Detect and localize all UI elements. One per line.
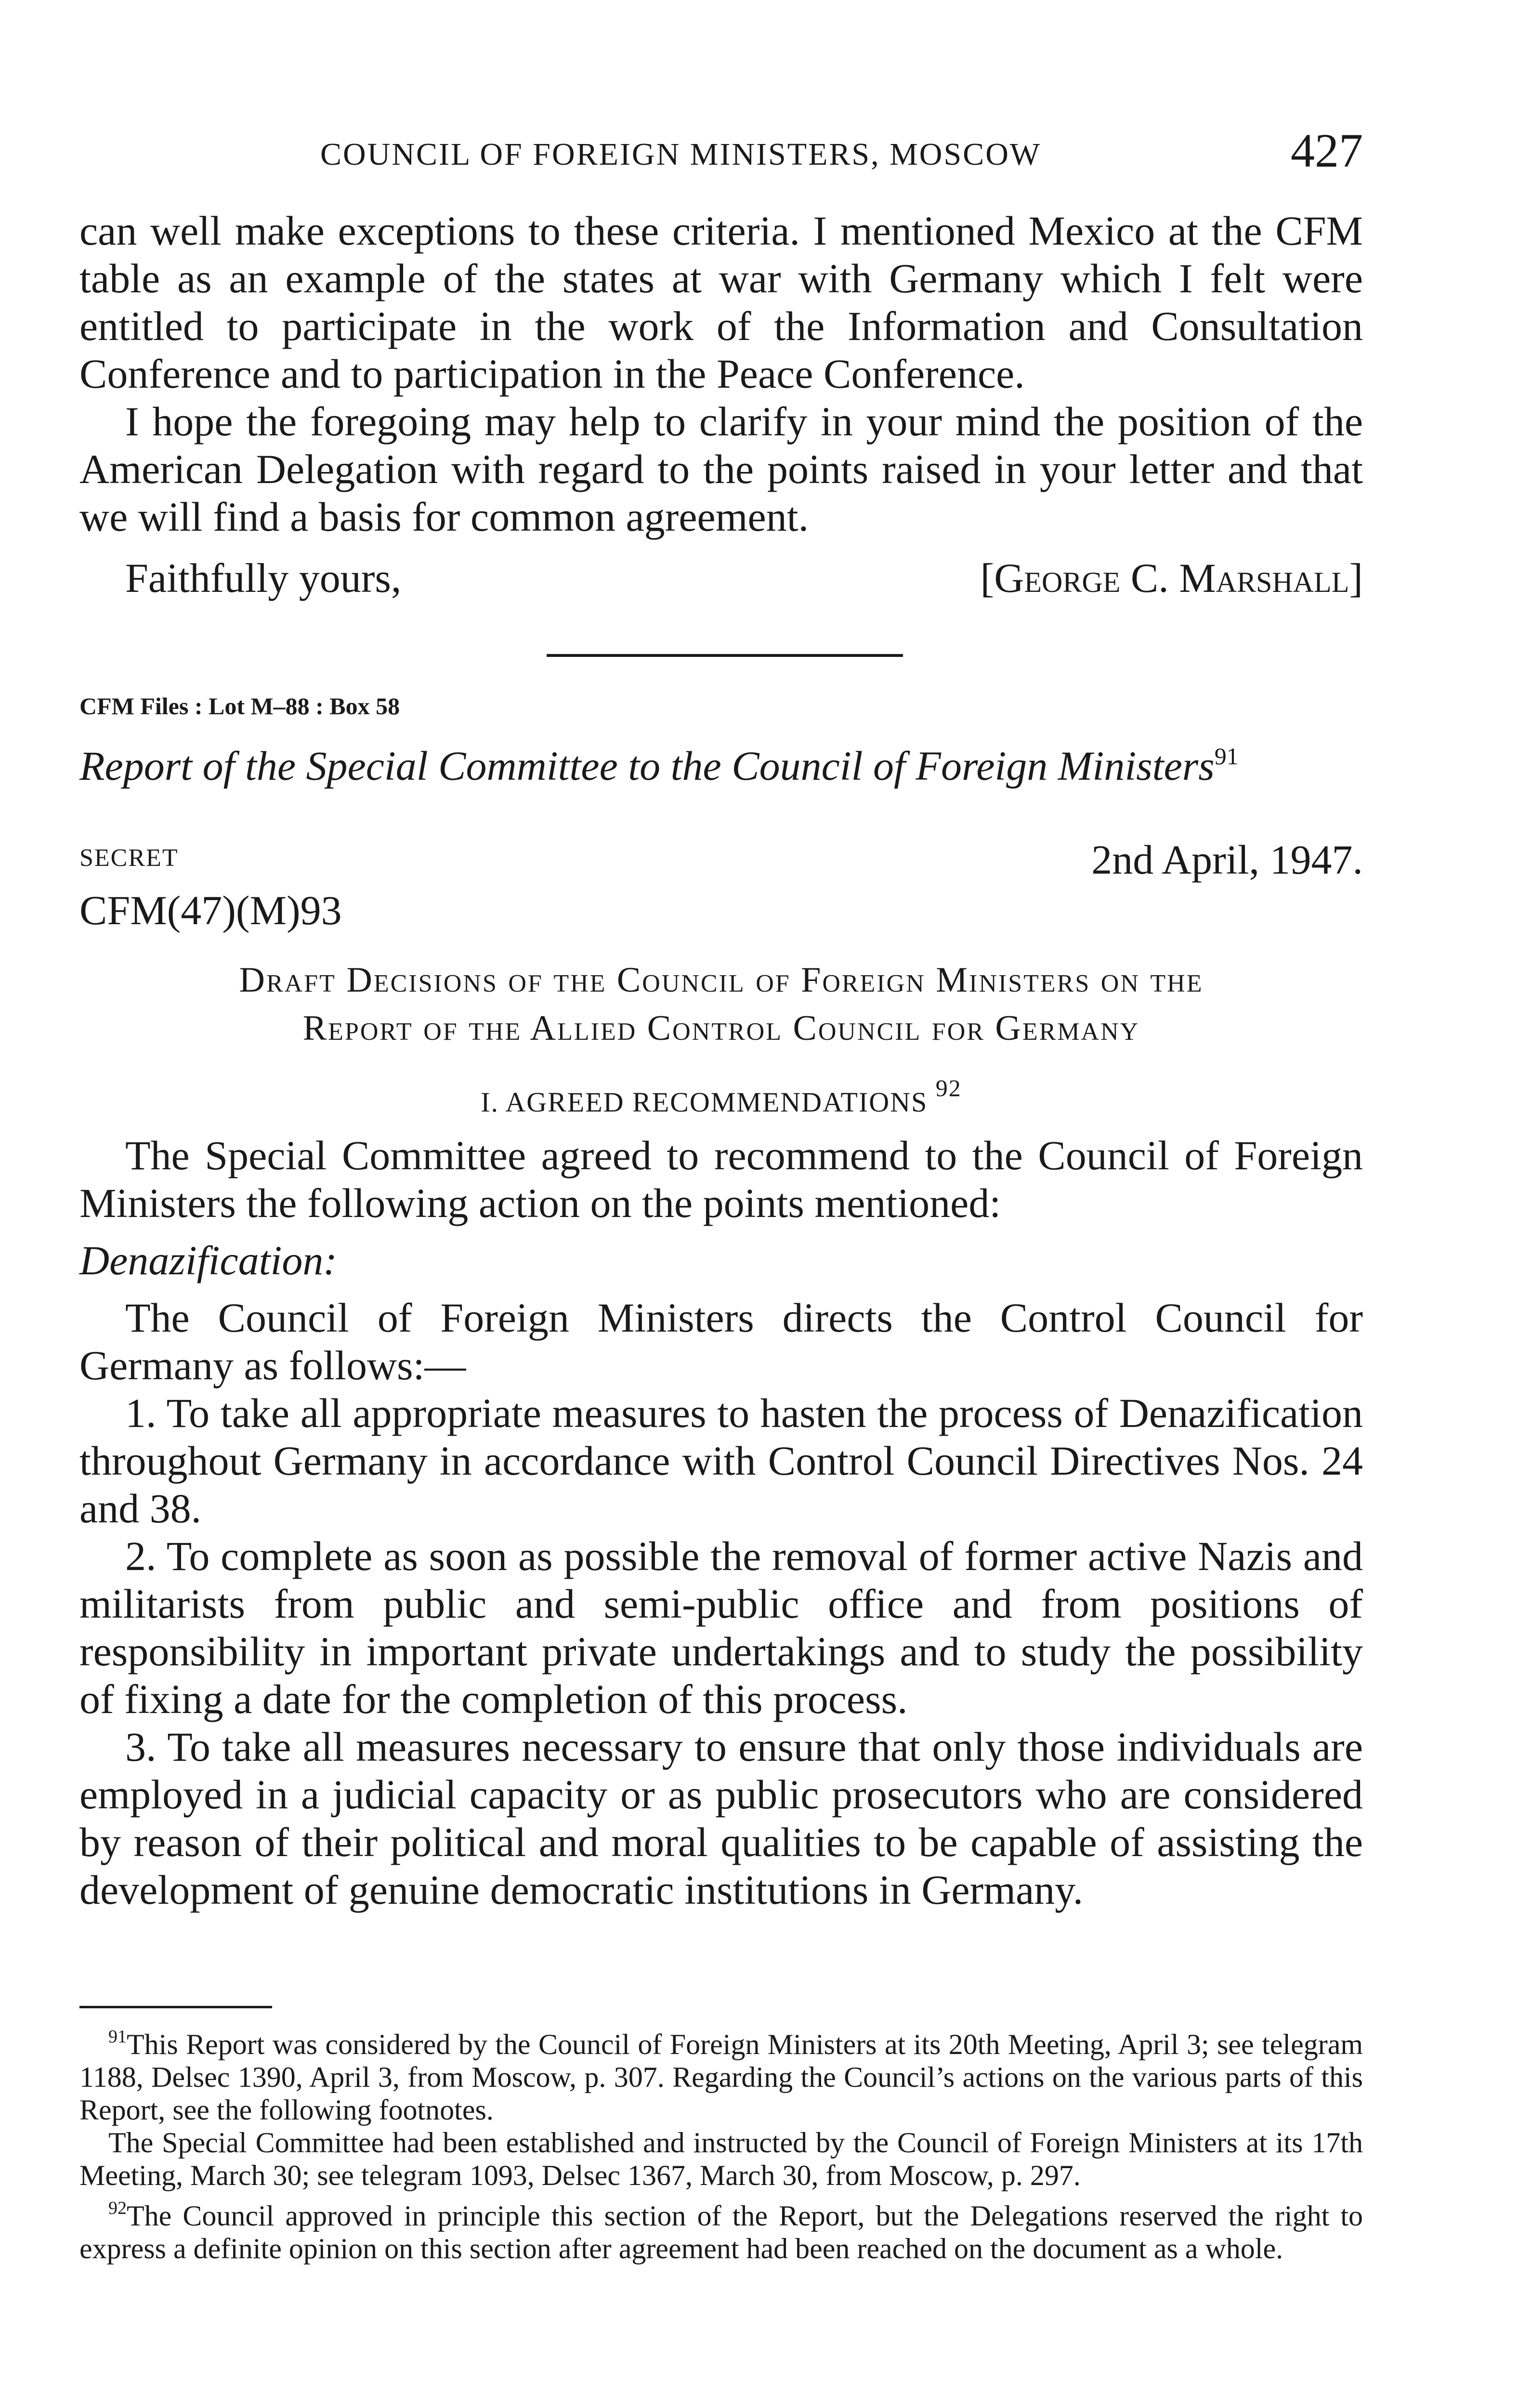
section-divider [547, 654, 903, 657]
signature: [George C. Marshall] [980, 555, 1363, 601]
directive-intro: The Council of Foreign Ministers directs the Control Council for Germany as follows:— [79, 1295, 1363, 1388]
section-subheading [79, 1074, 1363, 1118]
classification-label: SECRET [79, 844, 179, 872]
report-body [79, 1132, 1363, 1914]
footnote-91-text: This Report was considered by the Council of Foreign Ministers at its 20th Meeting, April 3; see telegram 1188, Delsec 1390, April 3, from Moscow, p. 307. Regarding the Council’s actions on the various parts of this Report, see the following footnotes. [79, 2028, 1363, 2126]
letter-body [79, 207, 1363, 541]
file-reference: CFM Files : Lot M–88 : Box 58 [79, 693, 400, 720]
subheading-text: I. AGREED RECOMMENDATIONS [481, 1086, 928, 1118]
closing-salutation: Faithfully yours, [125, 555, 402, 601]
document-number: CFM(47)(M)93 [79, 887, 342, 933]
directive-item-1: 1. To take all appropriate measures to hasten the process of Denazification throughout Germany in accordance with Control Council Directives Nos. 24 and 38. [79, 1390, 1363, 1531]
report-intro: The Special Committee agreed to recommend to the Council of Foreign Ministers the following action on the points mentioned: [79, 1132, 1363, 1226]
footnote-92-text: The Council approved in principle this section of the Report, but the Delegations reserved the right to express a definite opinion on this section after agreement had been reached on the document as a whole. [79, 2200, 1363, 2264]
letter-closing [79, 554, 1363, 607]
footnotes [79, 2020, 1363, 2265]
footnote-divider [79, 2006, 272, 2008]
letter-paragraph-1: can well make exceptions to these criteria. I mentioned Mexico at the CFM table as an example of the states at war with Germany which I felt were entitled to participate in the work of the Information and Consultation Conference and to participation in the Peace Conference. [79, 208, 1363, 397]
document-title-text: Report of the Special Committee to the Council of Foreign Ministers [79, 743, 1215, 789]
footnote-91 [79, 2020, 1363, 2126]
running-title: COUNCIL OF FOREIGN MINISTERS, MOSCOW [320, 137, 1042, 172]
document-heading [79, 956, 1363, 1052]
footnote-92 [79, 2192, 1363, 2265]
heading-line-1: Draft Decisions of the Council of Foreign Ministers on the [239, 960, 1204, 1000]
footnote-92-mark: 92 [108, 2198, 127, 2218]
footnote-91-mark: 91 [108, 2027, 127, 2047]
footnote-91-continued: The Special Committee had been established and instructed by the Council of Foreign Ministers at its 17th Meeting, March 30; see telegram 1093, Delsec 1367, March 30, from Moscow, p. 297. [79, 2127, 1363, 2191]
document-title [79, 742, 1239, 790]
page-number: 427 [1291, 124, 1363, 177]
directive-item-2: 2. To complete as soon as possible the removal of former active Nazis and militarists from public and semi-public office and from positions of responsibility in important private undertakings and to study the possibility of fixing a date for the completion of this process. [79, 1533, 1363, 1722]
section-title-denazification: Denazification: [79, 1237, 338, 1283]
directive-item-3: 3. To take all measures necessary to ensure that only those individuals are employed in a judicial capacity or as public prosecutors who are considered by reason of their political and moral qualities to be capable of assisting the development of genuine democratic institutions in Germany. [79, 1724, 1363, 1913]
page-header [79, 123, 1363, 176]
letter-paragraph-2: I hope the foregoing may help to clarify in your mind the position of the American Delegation with regard to the points raised in your letter and that we will find a basis for common agreement. [79, 398, 1363, 540]
footnote-ref-91: 91 [1214, 743, 1239, 770]
document-date: 2nd April, 1947. [1091, 837, 1363, 883]
footnote-ref-92: 92 [935, 1074, 962, 1101]
heading-line-2: Report of the Allied Control Council for Germany [302, 1008, 1140, 1048]
